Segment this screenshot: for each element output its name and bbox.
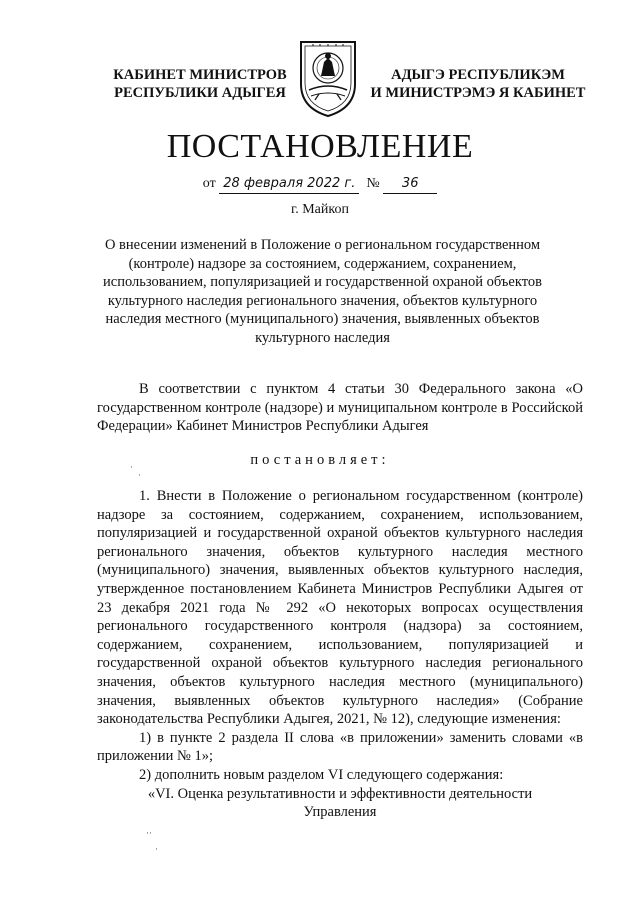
item-1: 1. Внести в Положение о региональном государственном (контроле) надзоре за состоянием, содержанием, сохранением, использованием, популяризацией и государственной охраной объектов культурного наследия регионального значения, объектов культурного наследия местного (муниципального) значения, выявленных объектов культурного наследия, утвержденное постановлением Кабинета Министров Республики Адыгея от 23 декабря 2021 года № 292 «О некоторых вопросах осуществления регионального государственного контроля (надзора) за состоянием, содержанием, сохранением, использованием, популяризацией и государственной охраной объектов культурного наследия регионального значения, объектов культурного наследия местного (муниципального) значения, выявленных объектов культурного наследия» (Собрание законодательства Республики Адыгея, 2021, № 12), следующие изменения: — [97, 488, 583, 728]
decree-word: постановляет: — [250, 452, 390, 468]
scan-speck: · — [155, 844, 158, 854]
header-left-ru — [100, 66, 300, 102]
document-body — [97, 487, 583, 822]
header-left-line1: КАБИНЕТ МИНИСТРОВ — [113, 67, 287, 83]
header-right-ady — [368, 66, 588, 102]
preamble — [97, 380, 583, 436]
date-prefix: от — [202, 176, 216, 191]
coat-of-arms-icon — [293, 38, 363, 118]
date-value: 28 февраля 2022 г. — [219, 175, 359, 194]
city: г. Майкоп — [291, 202, 349, 217]
section-heading-line2: Управления — [303, 804, 377, 821]
scan-speck: ·· — [146, 828, 152, 838]
subitem-1: 1) в пункте 2 раздела II слова «в приложении» заменить словами «в приложении № 1»; — [97, 729, 583, 765]
section-heading-line1: «VI. Оценка результативности и эффективности деятельности — [147, 785, 533, 802]
header-right-line2: И МИНИСТРЭМЭ Я КАБИНЕТ — [370, 85, 586, 101]
header-left-line2: РЕСПУБЛИКИ АДЫГЕЯ — [114, 85, 286, 101]
scan-speck: · — [138, 470, 141, 480]
number-sign: № — [366, 176, 380, 191]
subitem-2: 2) дополнить новым разделом VI следующего содержания: — [139, 766, 504, 783]
number-value: 36 — [383, 175, 437, 194]
date-number-line — [0, 175, 640, 194]
document-subject: О внесении изменений в Положение о региональном государственном (контроле) надзоре за состоянием, содержанием, сохранением, использованием, популяризацией и государственной охраной объектов культурного наследия регионального значения, объектов культурного наследия местного (муниципального) значения, выявленных объектов культурного наследия — [103, 237, 542, 346]
scan-speck: · — [130, 462, 133, 472]
preamble-text: В соответствии с пунктом 4 статьи 30 Федерального закона «О государственном контроле (надзоре) и муниципальном контроле в Российской Федерации» Кабинет Министров Республики Адыгея — [97, 381, 583, 435]
header-right-line1: АДЫГЭ РЕСПУБЛИКЭМ — [391, 67, 565, 83]
document-title: ПОСТАНОВЛЕНИЕ — [166, 128, 474, 165]
